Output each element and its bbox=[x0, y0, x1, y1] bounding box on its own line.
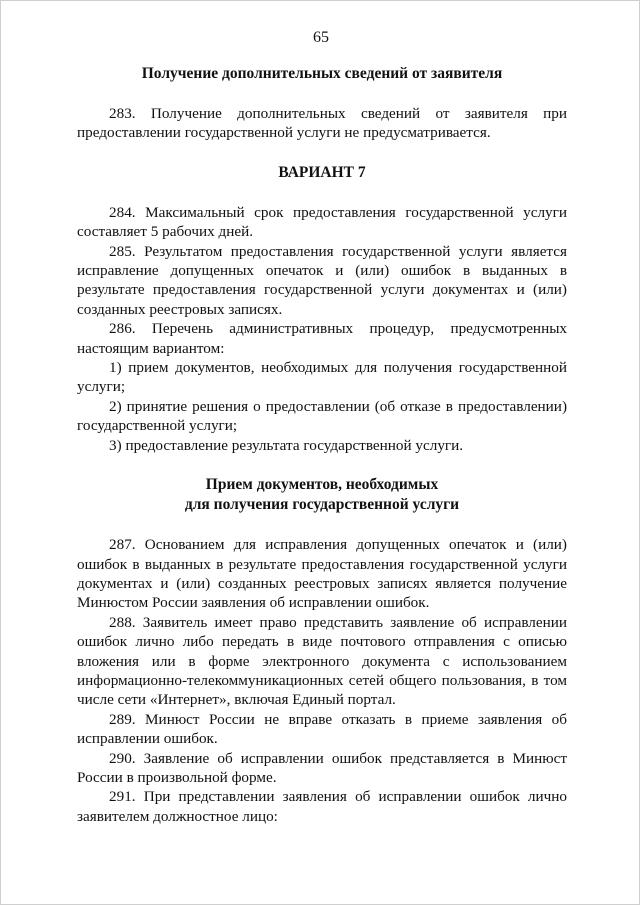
paragraph-291: 291. При представлении заявления об исправлении ошибок лично заявителем должностное лицо: bbox=[77, 788, 567, 825]
paragraph-288: 288. Заявитель имеет право представить заявление об исправлении ошибок лично либо передать в виде почтового отправления с описью вложения или в форме электронного документа с использованием информационно-телекоммуникационных сетей общего пользования, в том числе сети «Интернет», включая Единый портал. bbox=[77, 613, 567, 709]
page-number: 65 bbox=[313, 29, 329, 46]
variant-heading: ВАРИАНТ 7 bbox=[278, 163, 366, 181]
list-item-2: 2) принятие решения о предоставлении (об отказе в предоставлении) государственной услуги; bbox=[77, 397, 567, 435]
list-item-1: 1) прием документов, необходимых для получения государственной услуги; bbox=[77, 359, 567, 396]
paragraph-285: 285. Результатом предоставления государственной услуги является исправление допущенных опечаток и (или) ошибок в выданных в результате предоставления государственной услуги документах и (или) созданных реестровых записях. bbox=[77, 242, 567, 318]
section-heading-line-1: Прием документов, необходимых bbox=[205, 476, 439, 494]
section-heading-line-2: для получения государственной услуги bbox=[184, 496, 460, 514]
paragraph-289: 289. Минюст России не вправе отказать в приеме заявления об исправлении ошибок. bbox=[77, 710, 567, 748]
paragraph-283: 283. Получение дополнительных сведений от заявителя при предоставлении государственной услуги не предусматривается. bbox=[77, 105, 567, 142]
paragraph-287: 287. Основанием для исправления допущенных опечаток и (или) ошибок в выданных в результате предоставления государственной услуги документах и (или) созданных реестровых записях является получение Минюстом России заявления об исправлении ошибок. bbox=[77, 536, 567, 612]
paragraph-290: 290. Заявление об исправлении ошибок представляется в Минюст России в произвольной форме. bbox=[77, 749, 567, 786]
paragraph-284: 284. Максимальный срок предоставления государственной услуги составляет 5 рабочих дней. bbox=[77, 203, 567, 241]
section-heading-additional-info: Получение дополнительных сведений от заявителя bbox=[141, 65, 503, 82]
list-item-3: 3) предоставление результата государственной услуги. bbox=[109, 436, 464, 454]
paragraph-286: 286. Перечень административных процедур, предусмотренных настоящим вариантом: bbox=[77, 320, 567, 357]
document-body bbox=[77, 64, 567, 826]
